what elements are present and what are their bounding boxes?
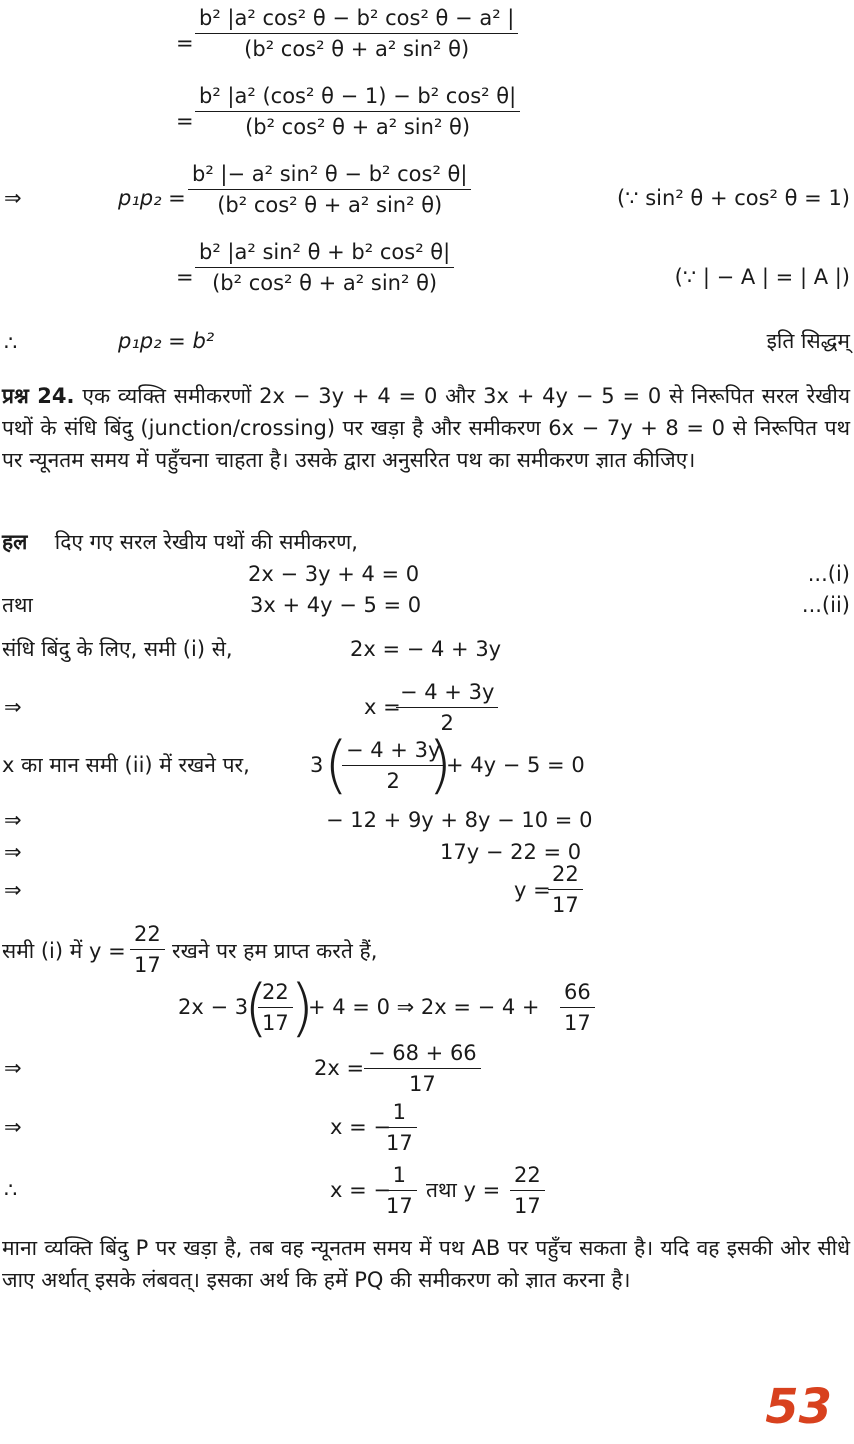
step-6-fraction — [548, 862, 583, 917]
implies-symbol: ⇒ — [4, 878, 22, 902]
step-11-numerator-2: 22 — [510, 1163, 545, 1191]
step-11-denominator-2: 17 — [514, 1194, 541, 1218]
implies-symbol: ⇒ — [4, 840, 22, 864]
step-9-denominator: 17 — [408, 1072, 436, 1096]
step-2-fraction — [396, 680, 498, 735]
step-10-denominator: 17 — [386, 1131, 413, 1155]
eq-sign: = — [176, 31, 194, 55]
fraction-4 — [195, 240, 454, 295]
step-7-numerator: 22 — [130, 922, 165, 950]
equation-i-tag: ...(i) — [807, 562, 850, 586]
equation-3-lhs: p₁p₂ = — [118, 186, 186, 210]
step-7-denominator: 17 — [134, 953, 161, 977]
step-10-fraction — [382, 1100, 417, 1155]
step-6-denominator: 17 — [552, 893, 579, 917]
step-1-text: संधि बिंदु के लिए, समी (i) से, — [2, 637, 233, 661]
step-6-lhs: y = — [514, 878, 551, 902]
step-10-lhs: x = − — [330, 1115, 391, 1139]
solution-intro: दिए गए सरल रेखीय पथों की समीकरण, — [54, 530, 358, 554]
step-8-b: + 4 = 0 ⇒ 2x = − 4 + — [308, 995, 540, 1019]
equation-3-note: (∵ sin² θ + cos² θ = 1) — [617, 186, 850, 210]
fraction-3-numerator: b² |− a² sin² θ − b² cos² θ| — [188, 162, 471, 190]
implies-symbol: ⇒ — [4, 1115, 22, 1139]
eq-sign: = — [176, 265, 194, 289]
fraction-1 — [195, 6, 518, 61]
left-paren: ( — [244, 971, 269, 1044]
eq-sign: = — [176, 109, 194, 133]
implies-symbol: ⇒ — [4, 1056, 22, 1080]
tatha-label: तथा — [2, 593, 33, 617]
fraction-1-denominator: (b² cos² θ + a² sin² θ) — [244, 37, 470, 61]
step-3-text: x का मान समी (ii) में रखने पर, — [2, 753, 250, 777]
step-11-fraction-2 — [510, 1163, 545, 1218]
qed-text: इति सिद्धम् — [766, 329, 850, 353]
left-paren: ( — [324, 728, 349, 801]
fraction-2-numerator: b² |a² (cos² θ − 1) − b² cos² θ| — [195, 84, 520, 112]
solution-line — [2, 532, 358, 553]
step-11-lhs: x = − — [330, 1178, 391, 1202]
step-11-denominator: 17 — [386, 1194, 413, 1218]
step-2-denominator: 2 — [440, 711, 454, 735]
right-paren: ) — [290, 971, 315, 1044]
step-5-equation: 17y − 22 = 0 — [440, 840, 582, 864]
right-paren: ) — [428, 728, 453, 801]
step-6-numerator: 22 — [548, 862, 583, 890]
step-8-denominator: 17 — [262, 1011, 289, 1035]
step-2-lhs: x = — [364, 695, 401, 719]
step-8-fraction-2 — [560, 980, 595, 1035]
step-9-fraction — [364, 1041, 481, 1096]
step-8-a: 2x − 3 — [178, 995, 249, 1019]
step-2-numerator: − 4 + 3y — [396, 680, 498, 708]
step-7-fraction — [130, 922, 165, 977]
fraction-2-denominator: (b² cos² θ + a² sin² θ) — [245, 115, 471, 139]
fraction-1-numerator: b² |a² cos² θ − b² cos² θ − a² | — [195, 6, 518, 34]
solution-label: हल — [2, 530, 28, 554]
fraction-4-denominator: (b² cos² θ + a² sin² θ) — [212, 271, 438, 295]
equation-5: p₁p₂ = b² — [118, 329, 215, 353]
fraction-3 — [188, 162, 471, 217]
equation-ii: 3x + 4y − 5 = 0 — [250, 593, 422, 617]
step-11-mid: तथा y = — [426, 1178, 501, 1202]
step-3-coefficient: 3 — [310, 753, 324, 777]
question-24 — [2, 380, 850, 476]
step-8-numerator-2: 66 — [560, 980, 595, 1008]
step-4-equation: − 12 + 9y + 8y − 10 = 0 — [326, 808, 593, 832]
step-3-rest: + 4y − 5 = 0 — [446, 753, 585, 777]
equation-4-note: (∵ | − A | = | A |) — [674, 265, 850, 289]
fraction-4-numerator: b² |a² sin² θ + b² cos² θ| — [195, 240, 454, 268]
step-11-fraction — [382, 1163, 417, 1218]
step-3-numerator: − 4 + 3y — [342, 738, 444, 766]
step-11-numerator: 1 — [382, 1163, 417, 1191]
therefore-symbol: ∴ — [4, 331, 18, 355]
fraction-2 — [195, 84, 520, 139]
step-8-fraction — [258, 980, 293, 1035]
fraction-3-denominator: (b² cos² θ + a² sin² θ) — [217, 193, 443, 217]
equation-i: 2x − 3y + 4 = 0 — [248, 562, 420, 586]
step-9-numerator: − 68 + 66 — [364, 1041, 481, 1069]
step-8-denominator-2: 17 — [564, 1011, 591, 1035]
step-10-numerator: 1 — [382, 1100, 417, 1128]
question-text: एक व्यक्ति समीकरणों 2x − 3y + 4 = 0 और 3x + 4y − 5 = 0 से निरूपित सरल रेखीय पथों के संधि बिंदु (junction/crossing) पर खड़ा है और समीकरण 6x − 7y + 8 = 0 से निरूपित पथ पर न्यूनतम समय में पहुँचना चाहता है। उसके द्वारा अनुसरित पथ का समीकरण ज्ञात कीजिए। — [2, 384, 851, 472]
closing-paragraph: माना व्यक्ति बिंदु P पर खड़ा है, तब वह न्यूनतम समय में पथ AB पर पहुँच सकता है। यदि वह इसकी ओर सीधे जाए अर्थात् इसके लंबवत्। इसका अर्थ कि हमें PQ की समीकरण को ज्ञात करना है। — [2, 1236, 850, 1292]
page-number: 53 — [765, 1379, 832, 1435]
implies-symbol: ⇒ — [4, 186, 22, 210]
step-7-pre: समी (i) में y = — [2, 939, 126, 963]
step-7-post: रखने पर हम प्राप्त करते हैं, — [172, 939, 378, 963]
implies-symbol: ⇒ — [4, 808, 22, 832]
question-label: प्रश्न 24. — [2, 384, 75, 408]
equation-ii-tag: ...(ii) — [801, 593, 850, 617]
step-8-numerator: 22 — [258, 980, 293, 1008]
step-3-denominator: 2 — [386, 769, 400, 793]
therefore-symbol: ∴ — [4, 1178, 18, 1202]
step-1-equation: 2x = − 4 + 3y — [350, 637, 502, 661]
implies-symbol: ⇒ — [4, 695, 22, 719]
step-9-lhs: 2x = — [314, 1056, 365, 1080]
